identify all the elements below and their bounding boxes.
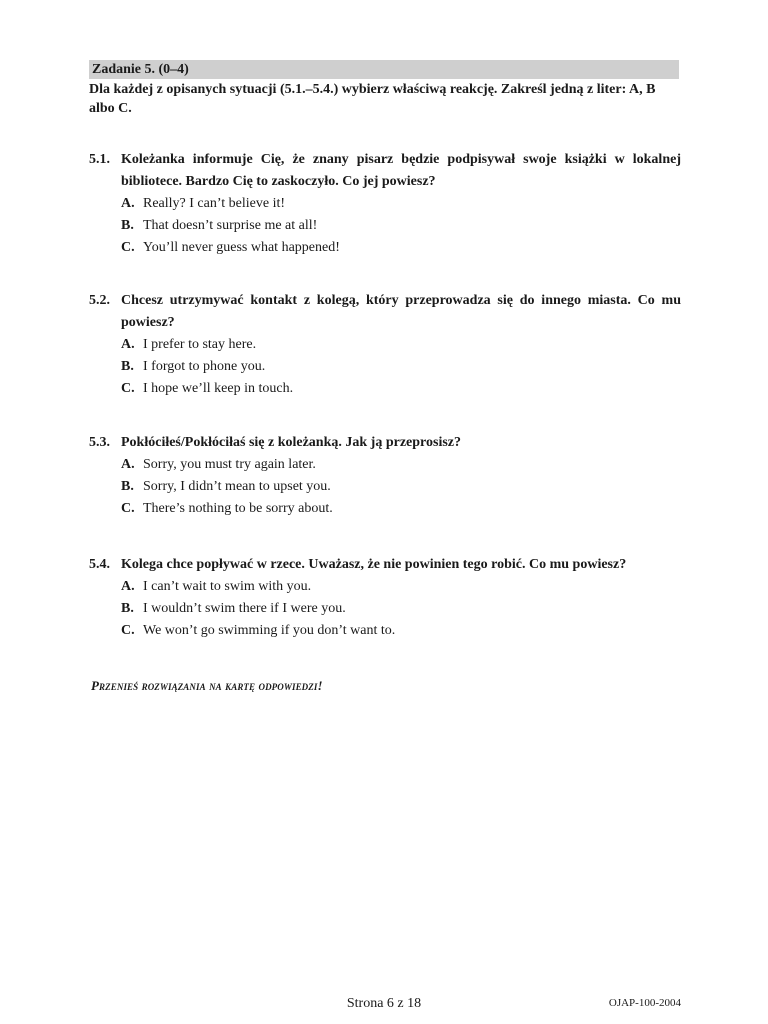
question-number: 5.4. (89, 557, 110, 572)
option-letter: A. (121, 579, 135, 594)
option-text: I wouldn’t swim there if I were you. (143, 601, 346, 616)
option-text: I forgot to phone you. (143, 359, 266, 374)
answer-option-c[interactable] (89, 378, 681, 400)
option-letter: C. (121, 240, 135, 255)
option-letter: B. (121, 601, 134, 616)
answer-option-a[interactable] (89, 334, 681, 356)
option-text: I can’t wait to swim with you. (143, 579, 312, 594)
answer-option-b[interactable] (89, 598, 681, 620)
option-letter: B. (121, 218, 134, 233)
task-title: Zadanie 5. (0–4) (92, 62, 189, 77)
transfer-answers-note: Przenieś rozwiązania na kartę odpowiedzi! (91, 678, 323, 693)
option-text: That doesn’t surprise me at all! (143, 218, 318, 233)
question-5-3 (89, 432, 681, 520)
answer-option-c[interactable] (89, 237, 681, 259)
question-text: Chcesz utrzymywać kontakt z kolegą, który przeprowadza się do innego miasta. Co mu powiesz? (121, 293, 681, 330)
question-number: 5.2. (89, 293, 110, 308)
option-letter: C. (121, 501, 135, 516)
question-text: Kolega chce popływać w rzece. Uważasz, że nie powinien tego robić. Co mu powiesz? (121, 557, 627, 572)
option-letter: B. (121, 479, 134, 494)
question-text: Pokłóciłeś/Pokłóciłaś się z koleżanką. Jak ją przeprosisz? (121, 435, 462, 450)
task-instruction: Dla każdej z opisanych sytuacji (5.1.–5.4.) wybierz właściwą reakcję. Zakreśl jedną z liter: A, B albo C. (89, 82, 656, 116)
answer-option-c[interactable] (89, 620, 681, 642)
option-letter: A. (121, 196, 135, 211)
question-stem (89, 290, 681, 334)
question-number: 5.1. (89, 152, 110, 167)
question-number: 5.3. (89, 435, 110, 450)
answer-option-a[interactable] (89, 576, 681, 598)
exam-code: OJAP-100-2004 (608, 997, 681, 1009)
option-text: We won’t go swimming if you don’t want to. (143, 623, 396, 638)
option-text: Sorry, you must try again later. (143, 457, 316, 472)
option-text: Sorry, I didn’t mean to upset you. (143, 479, 331, 494)
question-5-1 (89, 149, 681, 259)
answer-option-a[interactable] (89, 193, 681, 215)
question-text: Koleżanka informuje Cię, że znany pisarz będzie podpisywał swoje książki w lokalnej bibliotece. Bardzo Cię to zaskoczyło. Co jej powiesz? (121, 152, 681, 189)
answer-option-b[interactable] (89, 476, 681, 498)
question-stem (89, 554, 681, 576)
answer-option-a[interactable] (89, 454, 681, 476)
option-letter: A. (121, 337, 135, 352)
option-letter: B. (121, 359, 134, 374)
option-text: There’s nothing to be sorry about. (143, 501, 333, 516)
question-5-2 (89, 290, 681, 400)
option-text: I hope we’ll keep in touch. (143, 381, 294, 396)
question-stem (89, 149, 681, 193)
question-stem (89, 432, 681, 454)
option-text: You’ll never guess what happened! (143, 240, 340, 255)
answer-option-b[interactable] (89, 215, 681, 237)
option-text: I prefer to stay here. (143, 337, 257, 352)
option-text: Really? I can’t believe it! (143, 196, 286, 211)
answer-option-c[interactable] (89, 498, 681, 520)
option-letter: C. (121, 623, 135, 638)
page-number: Strona 6 z 18 (346, 996, 422, 1011)
option-letter: A. (121, 457, 135, 472)
question-5-4 (89, 554, 681, 642)
answer-option-b[interactable] (89, 356, 681, 378)
option-letter: C. (121, 381, 135, 396)
